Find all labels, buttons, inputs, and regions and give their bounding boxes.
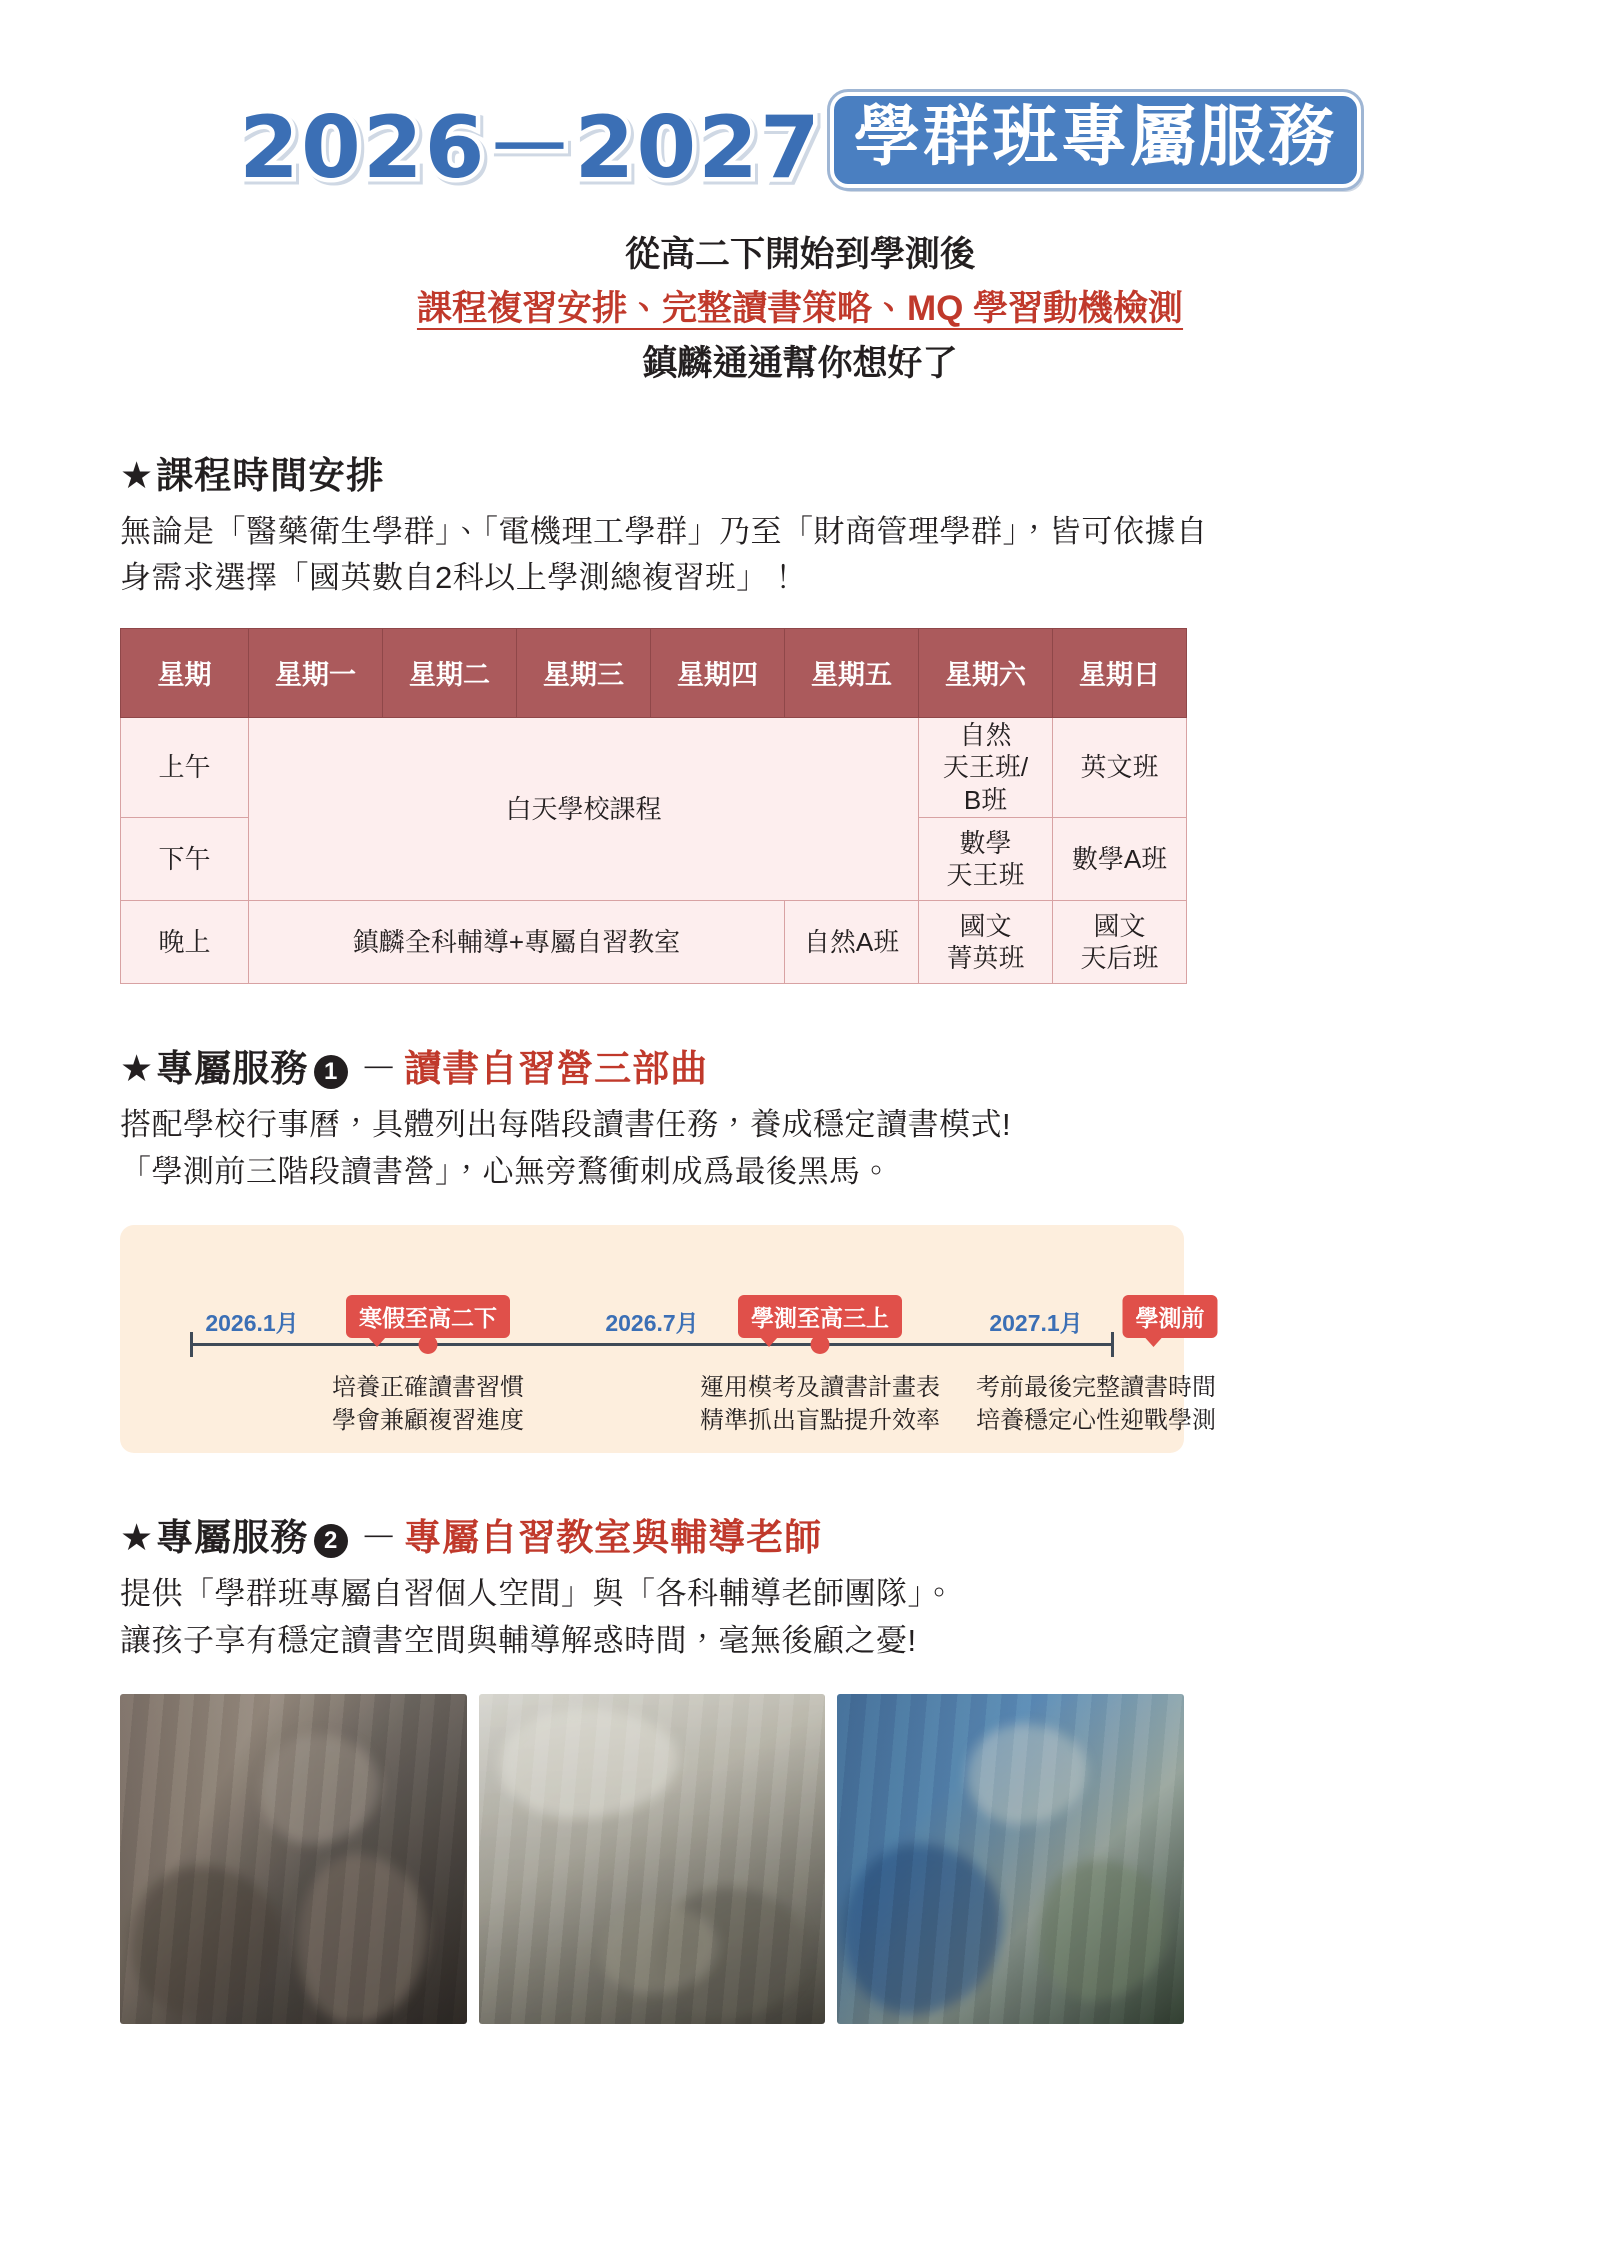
title-years: 2026－2027 [239, 98, 822, 198]
timeline-month-1: 2026.1月 [205, 1310, 299, 1337]
badge-number-icon: 2 [314, 1524, 348, 1558]
timetable-row-label: 晚上 [121, 901, 249, 984]
subtitle-block [120, 228, 1480, 391]
section-service-one-accent: 讀書自習營三部曲 [404, 1048, 709, 1090]
subtitle-line-2: 課程複習安排、完整讀書策略、MQ 學習動機檢測 [416, 289, 1184, 329]
heading-dash: － [360, 1517, 399, 1559]
timeline-desc-1-line-1: 培養正確讀書習慣 [332, 1374, 524, 1402]
timeline-tag-3: 學測前 [1123, 1295, 1218, 1338]
timeline-desc-1-line-2: 學會兼顧複習進度 [332, 1407, 524, 1435]
section-service-one-body [120, 1102, 1480, 1195]
badge-number-icon: 1 [314, 1055, 348, 1089]
timeline-desc-1 [332, 1371, 524, 1437]
star-icon: ★ [120, 1517, 155, 1559]
timetable-header-cell: 星期六 [919, 628, 1053, 717]
timeline-axis [190, 1343, 1114, 1346]
timetable-header-cell: 星期日 [1053, 628, 1187, 717]
timetable-cell-evening-tutoring: 鎮麟全科輔導+專屬自習教室 [249, 901, 785, 984]
timetable-header-cell: 星期一 [249, 628, 383, 717]
timeline-start-cap [190, 1332, 193, 1357]
section-schedule-heading [120, 445, 1480, 499]
section-service-two-body-line-1: 提供「學群班專屬自習個人空間」與「各科輔導老師團隊」。 [120, 1576, 955, 1612]
subtitle-line-3: 鎮麟通通幫你想好了 [642, 343, 958, 383]
timetable-cell-sat-evening: 國文 菁英班 [919, 901, 1053, 984]
timeline-dot-2 [811, 1335, 830, 1354]
section-service-one-title: 專屬服務 [156, 1048, 309, 1090]
timetable-cell-sat-morning: 自然 天王班/ B班 [919, 717, 1053, 818]
section-service-one [120, 1038, 1480, 1453]
timetable-header-cell: 星期二 [383, 628, 517, 717]
photo-large-classroom [479, 1694, 826, 2024]
section-service-two-title: 專屬服務 [156, 1517, 309, 1559]
timetable-cell-sun-afternoon: 數學A班 [1053, 818, 1187, 901]
star-icon: ★ [120, 454, 155, 496]
section-schedule-body-line-2: 身需求選擇「國英數自2科以上學測總複習班」！ [120, 560, 800, 596]
timeline-end-cap [1111, 1332, 1114, 1357]
timeline-desc-2-line-2: 精準抓出盲點提升效率 [700, 1407, 940, 1435]
timetable-cell-sat-afternoon: 數學 天王班 [919, 818, 1053, 901]
photo-self-study-room [120, 1694, 467, 2024]
page-title [120, 78, 1480, 202]
timetable-cell-daytime-school: 白天學校課程 [249, 717, 919, 901]
study-camp-timeline [120, 1225, 1216, 1453]
timetable-header-cell: 星期五 [785, 628, 919, 717]
section-service-one-heading [120, 1038, 1480, 1092]
section-schedule-body [120, 509, 1480, 602]
section-service-two-heading [120, 1507, 1480, 1561]
header [120, 0, 1480, 391]
section-service-two-body [120, 1571, 1480, 1664]
timeline-tag-2: 學測至高三上 [738, 1295, 902, 1338]
section-schedule-title: 課程時間安排 [156, 454, 385, 496]
subtitle-line-1: 從高二下開始到學測後 [624, 235, 975, 274]
photo-teacher-tutoring [837, 1694, 1184, 2024]
section-service-two [120, 1507, 1480, 2024]
timeline-desc-2 [700, 1371, 940, 1437]
timeline-desc-2-line-1: 運用模考及讀書計畫表 [700, 1374, 940, 1402]
star-icon: ★ [120, 1048, 155, 1090]
timetable-header-row [121, 628, 1187, 717]
timetable-cell-fri-evening: 自然A班 [785, 901, 919, 984]
timeline-dot-1 [419, 1335, 438, 1354]
section-service-two-accent: 專屬自習教室與輔導老師 [404, 1517, 823, 1559]
timetable-header-cell: 星期三 [517, 628, 651, 717]
timeline-desc-3-line-1: 考前最後完整讀書時間 [976, 1374, 1216, 1402]
timetable-cell-sun-evening: 國文 天后班 [1053, 901, 1187, 984]
timeline-tag-1: 寒假至高二下 [346, 1295, 510, 1338]
timetable-header-cell: 星期四 [651, 628, 785, 717]
timetable-cell-sun-morning: 英文班 [1053, 717, 1187, 818]
timetable-row-label: 上午 [121, 717, 249, 818]
section-service-one-body-line-1: 搭配學校行事曆，具體列出每階段讀書任務，養成穩定讀書模式! [120, 1107, 1012, 1143]
timetable-row-label: 下午 [121, 818, 249, 901]
timeline-rail [160, 1299, 1216, 1435]
section-service-two-body-line-2: 讓孩子享有穩定讀書空間與輔導解惑時間，毫無後顧之憂! [120, 1622, 917, 1658]
section-course-schedule [120, 445, 1480, 985]
table-row [121, 901, 1187, 984]
section-service-one-body-line-2: 「學測前三階段讀書營」，心無旁鶩衝刺成爲最後黑馬。 [120, 1153, 892, 1189]
heading-dash: － [360, 1048, 399, 1090]
section-schedule-body-line-1: 無論是「醫藥衛生學群」、「電機理工學群」乃至「財商管理學群」，皆可依據自 [120, 513, 1208, 549]
timeline-month-3: 2027.1月 [989, 1310, 1083, 1337]
title-badge: 學群班專屬服務 [830, 92, 1361, 187]
timetable-header-cell: 星期 [121, 628, 249, 717]
timeline-desc-3-line-2: 培養穩定心性迎戰學測 [976, 1407, 1216, 1435]
table-row [121, 717, 1187, 818]
timeline-month-2: 2026.7月 [605, 1310, 699, 1337]
photo-gallery [120, 1694, 1184, 2024]
weekly-timetable [120, 628, 1187, 985]
timeline-desc-3 [976, 1371, 1216, 1437]
